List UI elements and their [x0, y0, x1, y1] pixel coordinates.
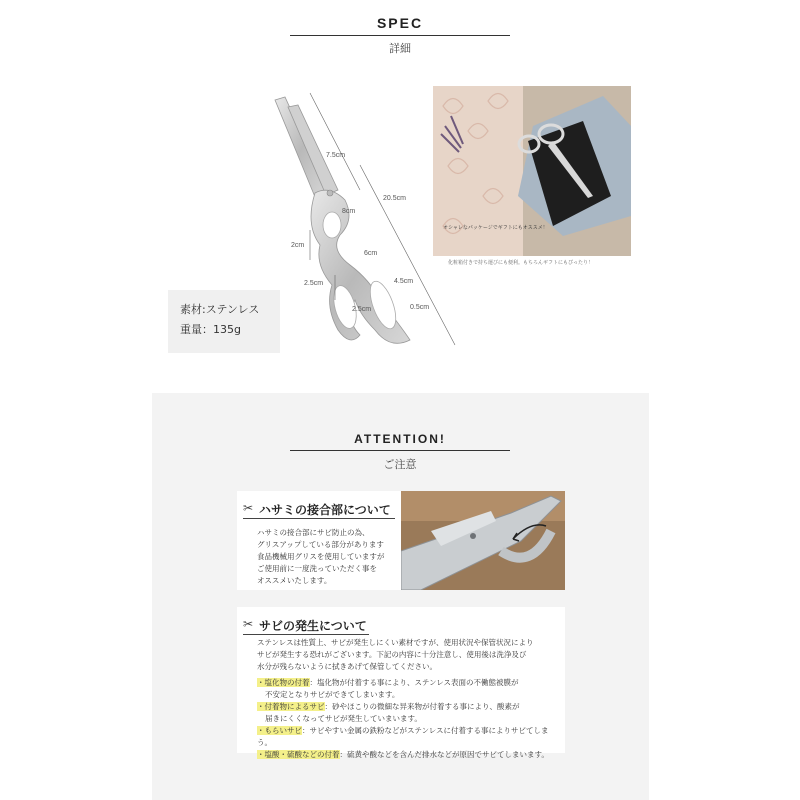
- attention-subtitle: ご注意: [383, 458, 417, 471]
- rust-item-term: ・塩化物の付着: [257, 678, 310, 687]
- card-rust-intro: 水分が残らないように拭きあげて保管してください。: [257, 662, 437, 671]
- spec-weight: 重量：135g: [180, 323, 241, 336]
- card-joint-line: オススメいたします。: [257, 576, 332, 585]
- card-joint-rule: [243, 518, 395, 519]
- card-joint-line: ご使用前に一度洗っていただく事を: [257, 564, 377, 573]
- card-rust-rule: [243, 634, 369, 635]
- rust-item-cont: 届きにくくなってサビが発生していまいます。: [265, 714, 422, 723]
- spec-material: 素材:ステンレス: [180, 303, 260, 316]
- card-rust-intro: サビが発生する恐れがございます。下記の内容に十分注意し、使用後は洗浄及び: [257, 650, 527, 659]
- dim-tip: 0.5cm: [410, 304, 430, 311]
- rust-item-text: ：硫黄や酸などを含んだ排水などが原因でサビてしまいます。: [339, 750, 549, 759]
- photo-caption: 化粧箱付きで持ち運びにも便利。もちろんギフトにもぴったり！: [448, 260, 594, 266]
- rust-item-text: ：塩化物が付着する事により、ステンレス表面の不働態被膜が: [309, 678, 519, 687]
- attention-rule: [290, 450, 510, 451]
- rust-item: [257, 749, 562, 761]
- scissors-illustration: [260, 85, 460, 365]
- rust-item: [257, 677, 562, 689]
- card-joint-line: ハサミの接合部にサビ防止の為、: [257, 528, 370, 537]
- photo-handwriting: オシャレなパッケージでギフトにもオススメ！: [443, 225, 548, 231]
- dim-upper: 8cm: [342, 208, 356, 215]
- dim-handle-gap: 2cm: [291, 242, 305, 249]
- spec-title: SPEC: [376, 15, 424, 31]
- dim-blade: 7.5cm: [326, 152, 346, 159]
- rust-item-term: ・塩酸・硫酸などの付着: [257, 750, 340, 759]
- dim-total: 20.5cm: [383, 195, 406, 202]
- rust-item-term: ・もらいサビ: [257, 726, 302, 735]
- card-rust-title: サビの発生について: [259, 619, 367, 633]
- product-photo: [433, 86, 631, 256]
- card-joint-line: 食品機械用グリスを使用していますが: [257, 552, 385, 561]
- scissors-icon: ✂: [243, 617, 254, 631]
- attention-title: ATTENTION!: [354, 432, 446, 446]
- dim-ring: 2.5cm: [352, 306, 372, 313]
- card-rust-intro: ステンレスは性質上、サビが発生しにくい素材ですが、使用状況や保管状況により: [257, 638, 534, 647]
- spec-rule: [290, 35, 510, 36]
- card-joint: [237, 491, 565, 590]
- rust-item-text: ：サビやすい金属の鉄粉などがステンレスに付着する事によりサビてしまう。: [257, 726, 549, 747]
- rust-item-term: ・付着物によるサビ: [257, 702, 325, 711]
- rust-item-text: ：砂やほこりの微細な异来物が付着する事により、酸素が: [324, 702, 520, 711]
- card-rust: [237, 607, 565, 759]
- rust-item-cont: 不安定となりサビができてしまいます。: [265, 690, 400, 699]
- card-joint-line: グリスアップしている部分があります: [257, 540, 384, 549]
- scissors-icon: ✂: [243, 501, 254, 515]
- rust-item: [257, 725, 562, 749]
- dim-lower: 2.5cm: [304, 280, 324, 287]
- dim-middle: 6cm: [364, 250, 378, 257]
- card-joint-title: ハサミの接合部について: [259, 503, 391, 517]
- joint-photo: [401, 491, 565, 590]
- rust-item: [257, 701, 562, 713]
- spec-subtitle: 詳細: [389, 42, 411, 55]
- dim-handle: 4.5cm: [394, 278, 414, 285]
